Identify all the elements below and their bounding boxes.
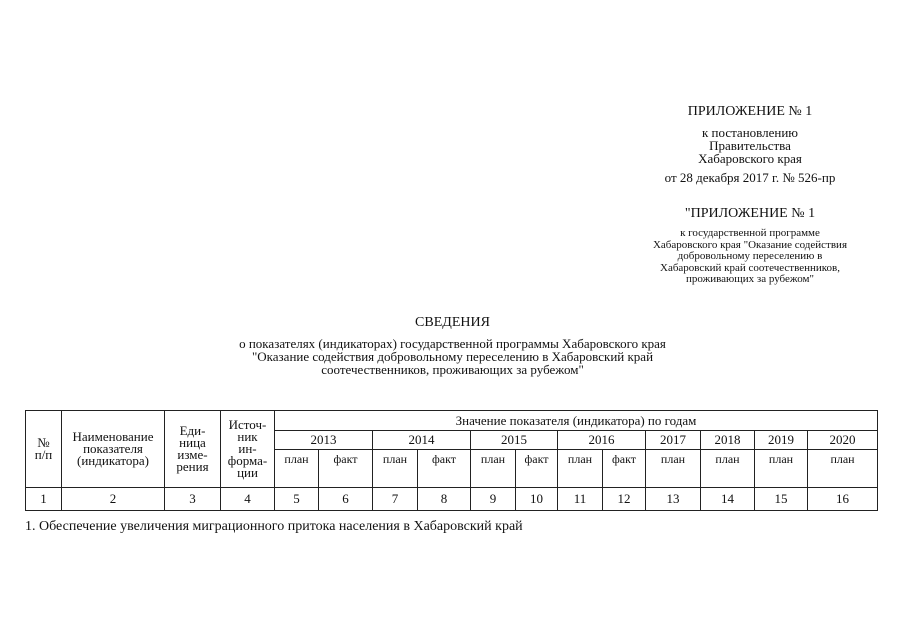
header-num-col <box>26 411 62 488</box>
header-name-line: показателя <box>83 441 143 456</box>
indicators-table <box>25 410 878 511</box>
year-header-2017: 2017 <box>646 431 701 450</box>
header-unit-col <box>165 411 221 488</box>
column-number: 1 <box>26 488 62 511</box>
header-unit-line: ница <box>179 435 206 450</box>
header-values-by-year: Значение показателя (индикатора) по годам <box>275 411 878 431</box>
statement-line: "Оказание содействия добровольному переселению в Хабаровский край <box>251 349 654 364</box>
fact-header: факт <box>516 450 558 488</box>
statement-title: СВЕДЕНИЯ <box>415 315 490 330</box>
column-number: 4 <box>221 488 275 511</box>
appendix-2-line: к государственной программе <box>680 227 820 239</box>
fact-header: факт <box>418 450 471 488</box>
column-number: 2 <box>62 488 165 511</box>
column-number: 3 <box>165 488 221 511</box>
header-unit-line: Еди- <box>179 423 206 438</box>
column-number: 8 <box>418 488 471 511</box>
header-name-line: (индикатора) <box>77 453 149 468</box>
plan-header: план <box>808 450 878 488</box>
plan-header: план <box>701 450 755 488</box>
header-source-line: ции <box>237 465 258 480</box>
column-number: 10 <box>516 488 558 511</box>
statement-line: о показателях (индикаторах) государственной программы Хабаровского края <box>239 336 666 351</box>
plan-header: план <box>755 450 808 488</box>
fact-header: факт <box>319 450 373 488</box>
plan-header: план <box>558 450 603 488</box>
header-source-col <box>221 411 275 488</box>
header-name-col <box>62 411 165 488</box>
column-number: 7 <box>373 488 418 511</box>
year-header-2015: 2015 <box>471 431 558 450</box>
header-source-line: форма- <box>227 453 268 468</box>
year-header-2016: 2016 <box>558 431 646 450</box>
appendix-2-line: Хабаровского края "Оказание содействия <box>652 238 847 251</box>
column-number: 5 <box>275 488 319 511</box>
column-number: 6 <box>319 488 373 511</box>
appendix-1-line: Хабаровского края <box>698 151 802 166</box>
header-source-line: Источ- <box>228 417 267 432</box>
appendix-1-line: к постановлению <box>701 125 799 140</box>
plan-header: план <box>646 450 701 488</box>
year-header-2020: 2020 <box>808 431 878 450</box>
header-unit-line: изме- <box>177 447 208 462</box>
header-num-line: № <box>37 435 50 450</box>
header-unit-line: рения <box>176 459 209 474</box>
year-header-2013: 2013 <box>275 431 373 450</box>
appendix-2-line: Хабаровский край соотечественников, <box>660 261 840 274</box>
appendix-2-title: "ПРИЛОЖЕНИЕ № 1 <box>684 206 816 221</box>
year-header-2014: 2014 <box>373 431 471 450</box>
column-number: 11 <box>558 488 603 511</box>
column-number: 15 <box>755 488 808 511</box>
fact-header: факт <box>603 450 646 488</box>
appendix-1-line: Правительства <box>709 138 791 153</box>
column-number: 16 <box>808 488 878 511</box>
statement-line: соотечественников, проживающих за рубежом" <box>321 362 584 377</box>
plan-header: план <box>471 450 516 488</box>
header-name-line: Наименование <box>72 429 154 444</box>
header-source-line: ин- <box>238 441 257 456</box>
column-number: 13 <box>646 488 701 511</box>
header-source-line: ник <box>237 429 258 444</box>
appendix-2-header <box>600 206 900 286</box>
statement-heading <box>150 314 755 376</box>
appendix-2-line: добровольному переселению в <box>677 250 823 262</box>
year-header-2019: 2019 <box>755 431 808 450</box>
appendix-1-date: от 28 декабря 2017 г. № 526-пр <box>664 170 836 185</box>
column-number: 9 <box>471 488 516 511</box>
appendix-2-line: проживающих за рубежом" <box>686 273 814 285</box>
appendix-1-header <box>600 104 900 184</box>
header-num-line: п/п <box>34 447 53 462</box>
plan-header: план <box>275 450 319 488</box>
section-heading: 1. Обеспечение увеличения миграционного притока населения в Хабаровский край <box>25 519 523 534</box>
column-number: 14 <box>701 488 755 511</box>
year-header-2018: 2018 <box>701 431 755 450</box>
plan-header: план <box>373 450 418 488</box>
column-number: 12 <box>603 488 646 511</box>
appendix-1-title: ПРИЛОЖЕНИЕ № 1 <box>687 104 813 119</box>
